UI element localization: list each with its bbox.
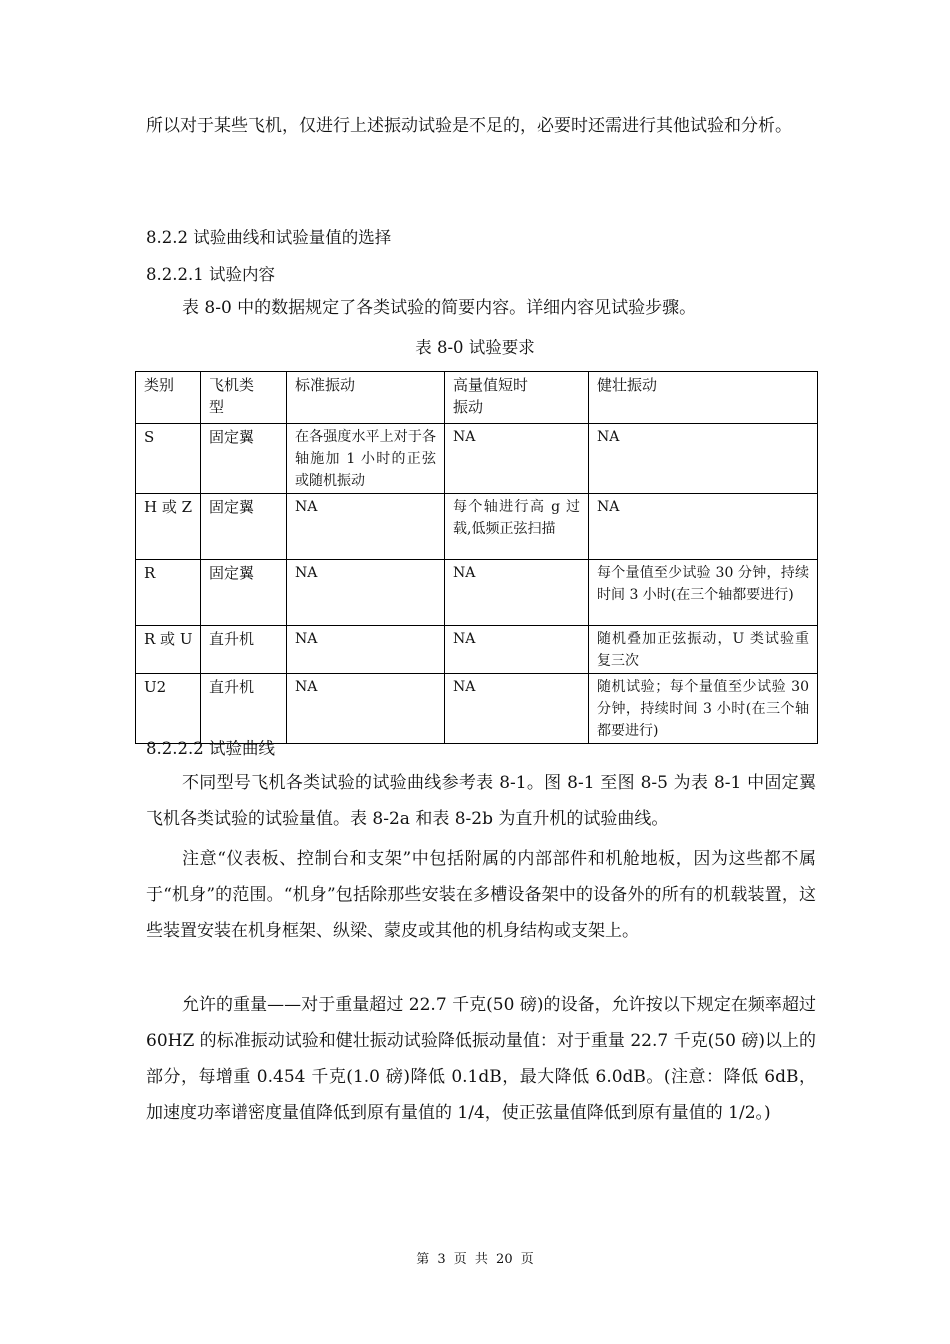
header-high-level-short-vibration: 高量值短时振动 [445, 372, 589, 424]
section-8221-text: 表 8-0 中的数据规定了各类试验的简要内容。详细内容见试验步骤。 [182, 298, 697, 318]
para-note-fuselage: 注意“仪表板、控制台和支架”中包括附属的内部部件和机舱地板，因为这些都不属于“机身”的范围。“机身”包括除那些安装在多槽设备架中的设备外的所有的机载装置，这些装置安装在机身框架、纵梁、蒙皮或其他的机身结构或支架上。 [146, 849, 816, 941]
header-robust-vibration: 健壮振动 [589, 372, 818, 424]
table-cell: NA [287, 626, 445, 674]
para-test-curves: 不同型号飞机各类试验的试验曲线参考表 8-1。图 8-1 至图 8-5 为表 8-1 中固定翼飞机各类试验的试验量值。表 8-2a 和表 8-2b 为直升机的试验曲线。 [146, 773, 816, 829]
table-cell: NA [287, 560, 445, 626]
table-cell: U2 [136, 674, 201, 744]
table-row [136, 626, 818, 674]
table-row [136, 560, 818, 626]
table-cell: 直升机 [201, 626, 287, 674]
intro-paragraph: 所以对于某些飞机，仅进行上述振动试验是不足的，必要时还需进行其他试验和分析。 [146, 116, 792, 136]
table-cell: NA [287, 674, 445, 744]
table-cell: 固定翼 [201, 560, 287, 626]
table-cell: 随机试验；每个量值至少试验 30 分钟，持续时间 3 小时(在三个轴都要进行) [589, 674, 818, 744]
table-cell: R [136, 560, 201, 626]
table-cell: NA [445, 560, 589, 626]
table-cell: NA [287, 494, 445, 560]
table-cell: R 或 U [136, 626, 201, 674]
table-row [136, 424, 818, 494]
table-cell: 固定翼 [201, 494, 287, 560]
para-weight-allowance: 允许的重量——对于重量超过 22.7 千克(50 磅)的设备，允许按以下规定在频率超过 60HZ 的标准振动试验和健壮振动试验降低振动量值：对于重量 22.7 千克(50 磅)以上的部分，每增重 0.454 千克(1.0 磅)降低 0.1dB，最大降低 6.0dB。(注意：降低 6dB，加速度功率谱密度量值降低到原有量值的 1/4，使正弦量值降低到原有量值的 1/2。) [146, 995, 816, 1123]
table-row [136, 674, 818, 744]
table-cell: 在各强度水平上对于各轴施加 1 小时的正弦或随机振动 [287, 424, 445, 494]
table-cell: 固定翼 [201, 424, 287, 494]
table-cell: 随机叠加正弦振动，U 类试验重复三次 [589, 626, 818, 674]
table-caption: 表 8-0 试验要求 [415, 338, 535, 357]
section-822-heading: 8.2.2 试验曲线和试验量值的选择 [146, 228, 392, 247]
section-8222-heading: 8.2.2.2 试验曲线 [146, 739, 275, 758]
table-header-row [136, 372, 818, 424]
section-8221-heading: 8.2.2.1 试验内容 [146, 265, 275, 284]
table-cell: NA [445, 424, 589, 494]
table-cell: NA [445, 674, 589, 744]
header-aircraft-type: 飞机类型 [201, 372, 287, 424]
table-cell: NA [589, 424, 818, 494]
table-row [136, 494, 818, 560]
test-requirements-table [135, 371, 818, 744]
header-category: 类别 [136, 372, 201, 424]
table-cell: 每个轴进行高 g 过载,低频正弦扫描 [445, 494, 589, 560]
table-cell: NA [445, 626, 589, 674]
header-standard-vibration: 标准振动 [287, 372, 445, 424]
table-cell: NA [589, 494, 818, 560]
page-footer: 第 3 页 共 20 页 [416, 1252, 534, 1267]
table-cell: 每个量值至少试验 30 分钟，持续时间 3 小时(在三个轴都要进行) [589, 560, 818, 626]
table-cell: H 或 Z [136, 494, 201, 560]
table-cell: 直升机 [201, 674, 287, 744]
table-cell: S [136, 424, 201, 494]
